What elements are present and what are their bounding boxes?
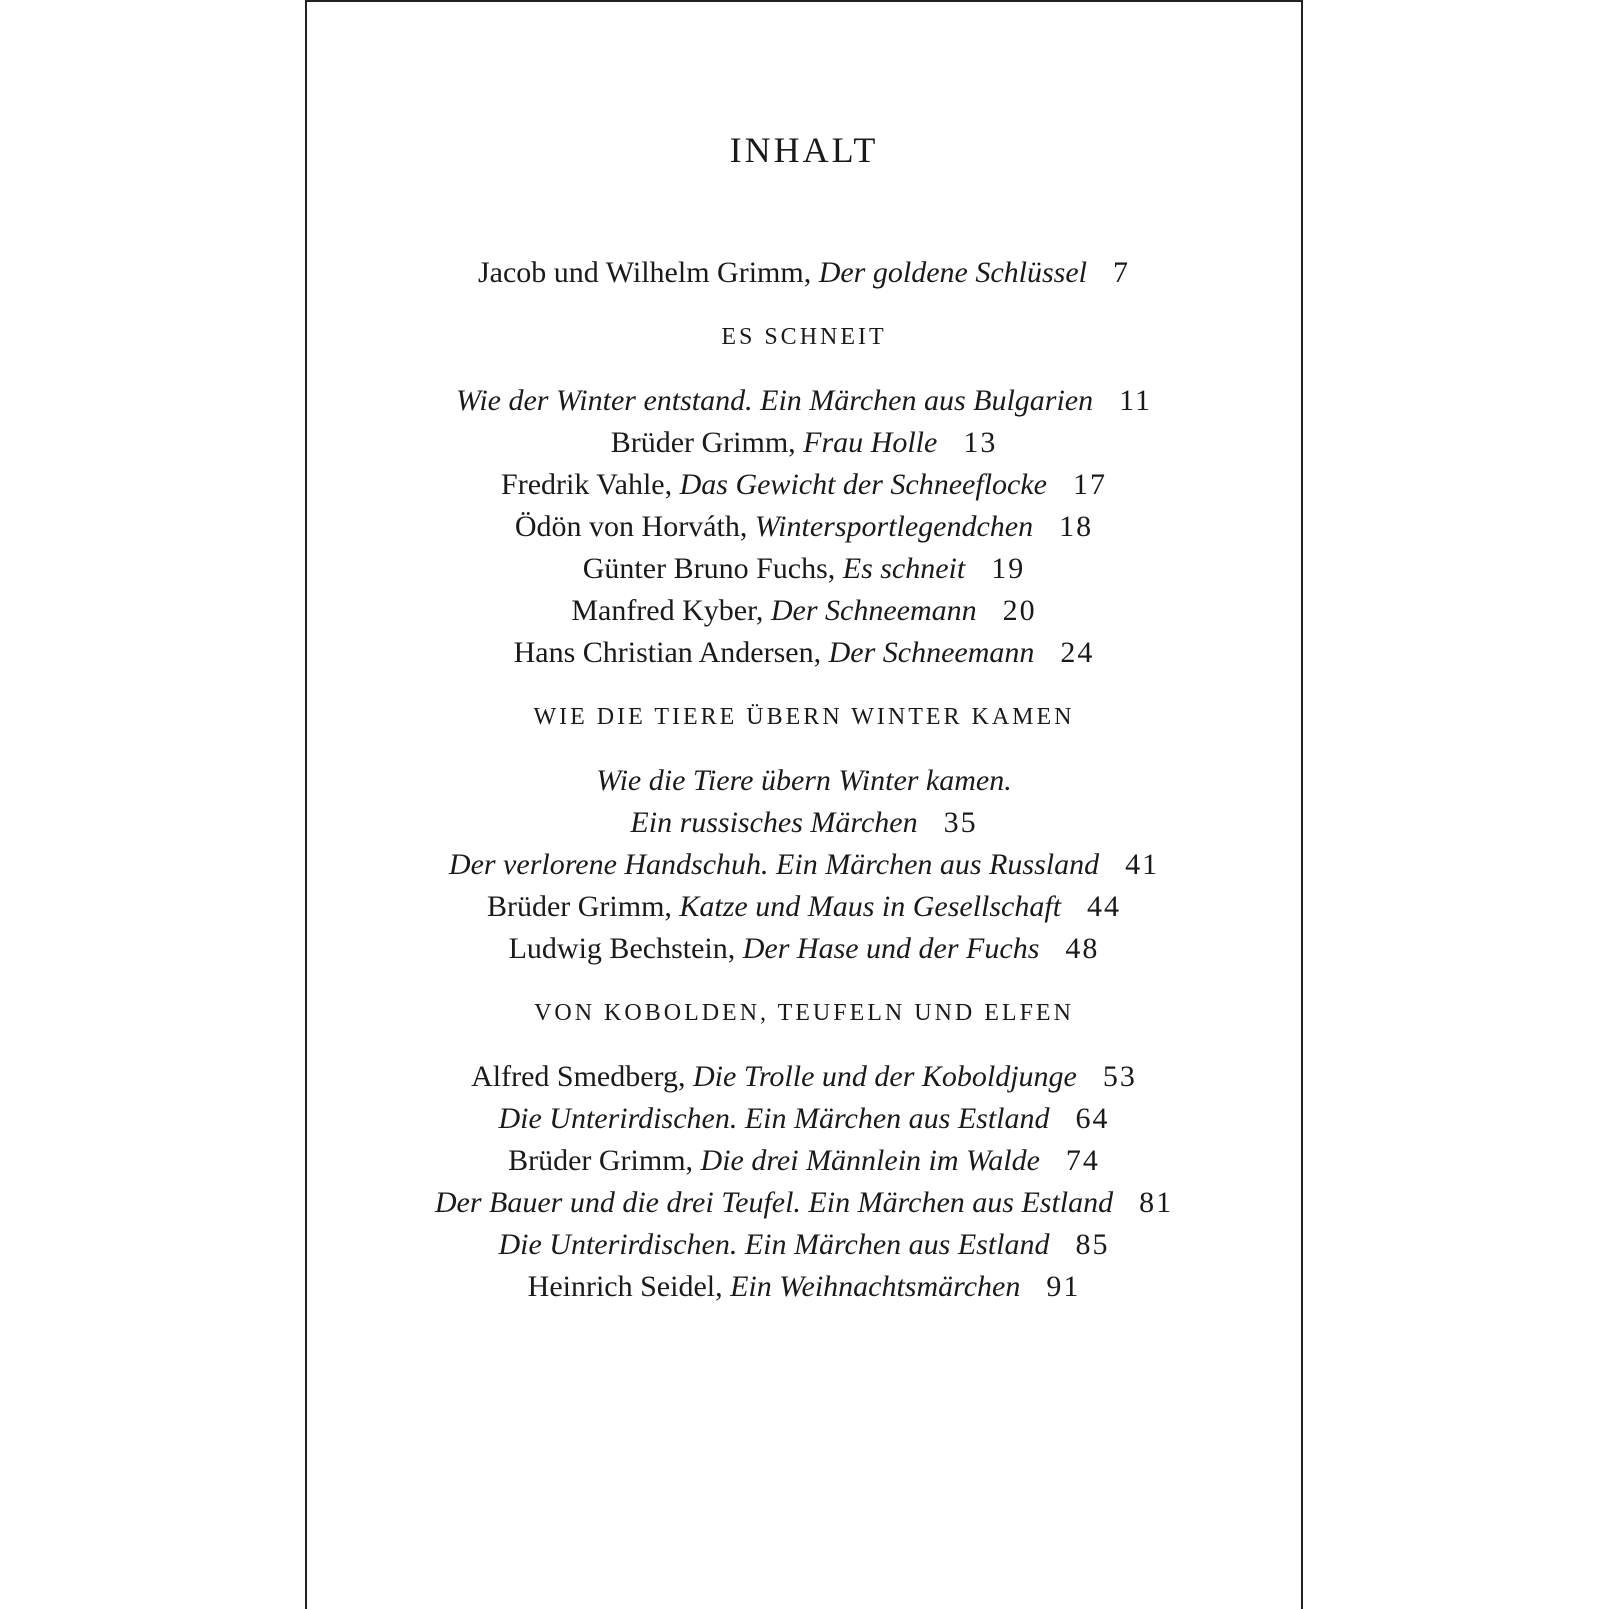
toc-page-number: 44 xyxy=(1087,890,1122,923)
toc-entry xyxy=(307,844,1301,886)
toc-page-number: 64 xyxy=(1075,1102,1110,1135)
toc-entry xyxy=(307,802,1301,844)
toc-entry xyxy=(307,506,1301,548)
toc-title: Der Schneemann xyxy=(770,594,977,627)
toc-title: Die Trolle und der Koboldjunge xyxy=(693,1060,1077,1093)
toc-page-number: 85 xyxy=(1075,1228,1110,1261)
toc-title: Es schneit xyxy=(842,552,966,585)
toc-page-number: 74 xyxy=(1065,1144,1100,1177)
toc-author: Alfred Smedberg, xyxy=(471,1060,693,1093)
toc-author: Brüder Grimm, xyxy=(508,1144,701,1177)
toc-entry xyxy=(307,548,1301,590)
toc-page-number: 7 xyxy=(1112,256,1130,289)
toc-author: Günter Bruno Fuchs, xyxy=(582,552,843,585)
toc-title: Die Unterirdischen. Ein Märchen aus Estland xyxy=(498,1102,1050,1135)
toc-title: Ein russisches Märchen xyxy=(630,806,918,839)
toc-title: Das Gewicht der Schneeflocke xyxy=(679,468,1047,501)
toc-author: Ödön von Horváth, xyxy=(514,510,755,543)
toc-title: Der Hase und der Fuchs xyxy=(742,932,1040,965)
toc-entry xyxy=(307,464,1301,506)
toc-entry xyxy=(307,252,1301,294)
toc-entry xyxy=(307,928,1301,970)
toc-author: Fredrik Vahle, xyxy=(501,468,680,501)
toc-title: Der goldene Schlüssel xyxy=(818,256,1087,289)
toc-page-number: 81 xyxy=(1139,1186,1174,1219)
toc-entry xyxy=(307,422,1301,464)
toc-page-number: 17 xyxy=(1072,468,1107,501)
toc-author: Manfred Kyber, xyxy=(571,594,771,627)
toc-author: Hans Christian Andersen, xyxy=(513,636,829,669)
toc-page-number: 13 xyxy=(963,426,998,459)
toc-page-number: 53 xyxy=(1102,1060,1137,1093)
toc-entry xyxy=(307,886,1301,928)
toc-page-number: 11 xyxy=(1119,384,1153,417)
section-heading: VON KOBOLDEN, TEUFELN UND ELFEN xyxy=(534,1000,1074,1026)
toc-entry xyxy=(307,1182,1301,1224)
toc-page-number: 48 xyxy=(1065,932,1100,965)
toc-page-number: 20 xyxy=(1002,594,1037,627)
toc-title: Die Unterirdischen. Ein Märchen aus Estland xyxy=(498,1228,1050,1261)
toc-title: Wintersportlegendchen xyxy=(754,510,1034,543)
toc-title: Katze und Maus in Gesellschaft xyxy=(679,890,1062,923)
toc-entry xyxy=(307,1140,1301,1182)
toc-title: Wie der Winter entstand. Ein Märchen aus Bulgarien xyxy=(455,384,1094,417)
table-of-contents xyxy=(307,252,1301,1308)
toc-page-number: 41 xyxy=(1125,848,1160,881)
toc-author: Heinrich Seidel, xyxy=(527,1270,731,1303)
toc-author: Jacob und Wilhelm Grimm, xyxy=(478,256,819,289)
toc-entry xyxy=(307,380,1301,422)
section-heading: WIE DIE TIERE ÜBERN WINTER KAMEN xyxy=(533,704,1075,730)
toc-title: Der Schneemann xyxy=(828,636,1035,669)
toc-entry xyxy=(307,1266,1301,1308)
toc-page-number: 91 xyxy=(1046,1270,1081,1303)
toc-entry xyxy=(307,1098,1301,1140)
toc-page-number: 35 xyxy=(943,806,978,839)
toc-title: Der Bauer und die drei Teufel. Ein Märchen aus Estland xyxy=(434,1186,1114,1219)
toc-page-number: 19 xyxy=(991,552,1026,585)
toc-entry xyxy=(307,590,1301,632)
toc-title: Frau Holle xyxy=(803,426,938,459)
toc-author: Brüder Grimm, xyxy=(486,890,680,923)
toc-page-number: 18 xyxy=(1059,510,1094,543)
page-title: INHALT xyxy=(729,130,879,170)
toc-entry xyxy=(307,1056,1301,1098)
toc-title: Der verlorene Handschuh. Ein Märchen aus Russland xyxy=(448,848,1100,881)
toc-entry xyxy=(307,760,1301,802)
toc-author: Brüder Grimm, xyxy=(610,426,804,459)
section-heading: ES SCHNEIT xyxy=(721,324,887,350)
book-page xyxy=(305,0,1303,1609)
toc-page-number: 24 xyxy=(1060,636,1095,669)
toc-title: Die drei Männlein im Walde xyxy=(700,1144,1040,1177)
toc-title: Ein Weihnachtsmärchen xyxy=(730,1270,1021,1303)
toc-entry xyxy=(307,1224,1301,1266)
toc-entry xyxy=(307,632,1301,674)
toc-author: Ludwig Bechstein, xyxy=(508,932,743,965)
toc-title: Wie die Tiere übern Winter kamen. xyxy=(596,764,1012,797)
